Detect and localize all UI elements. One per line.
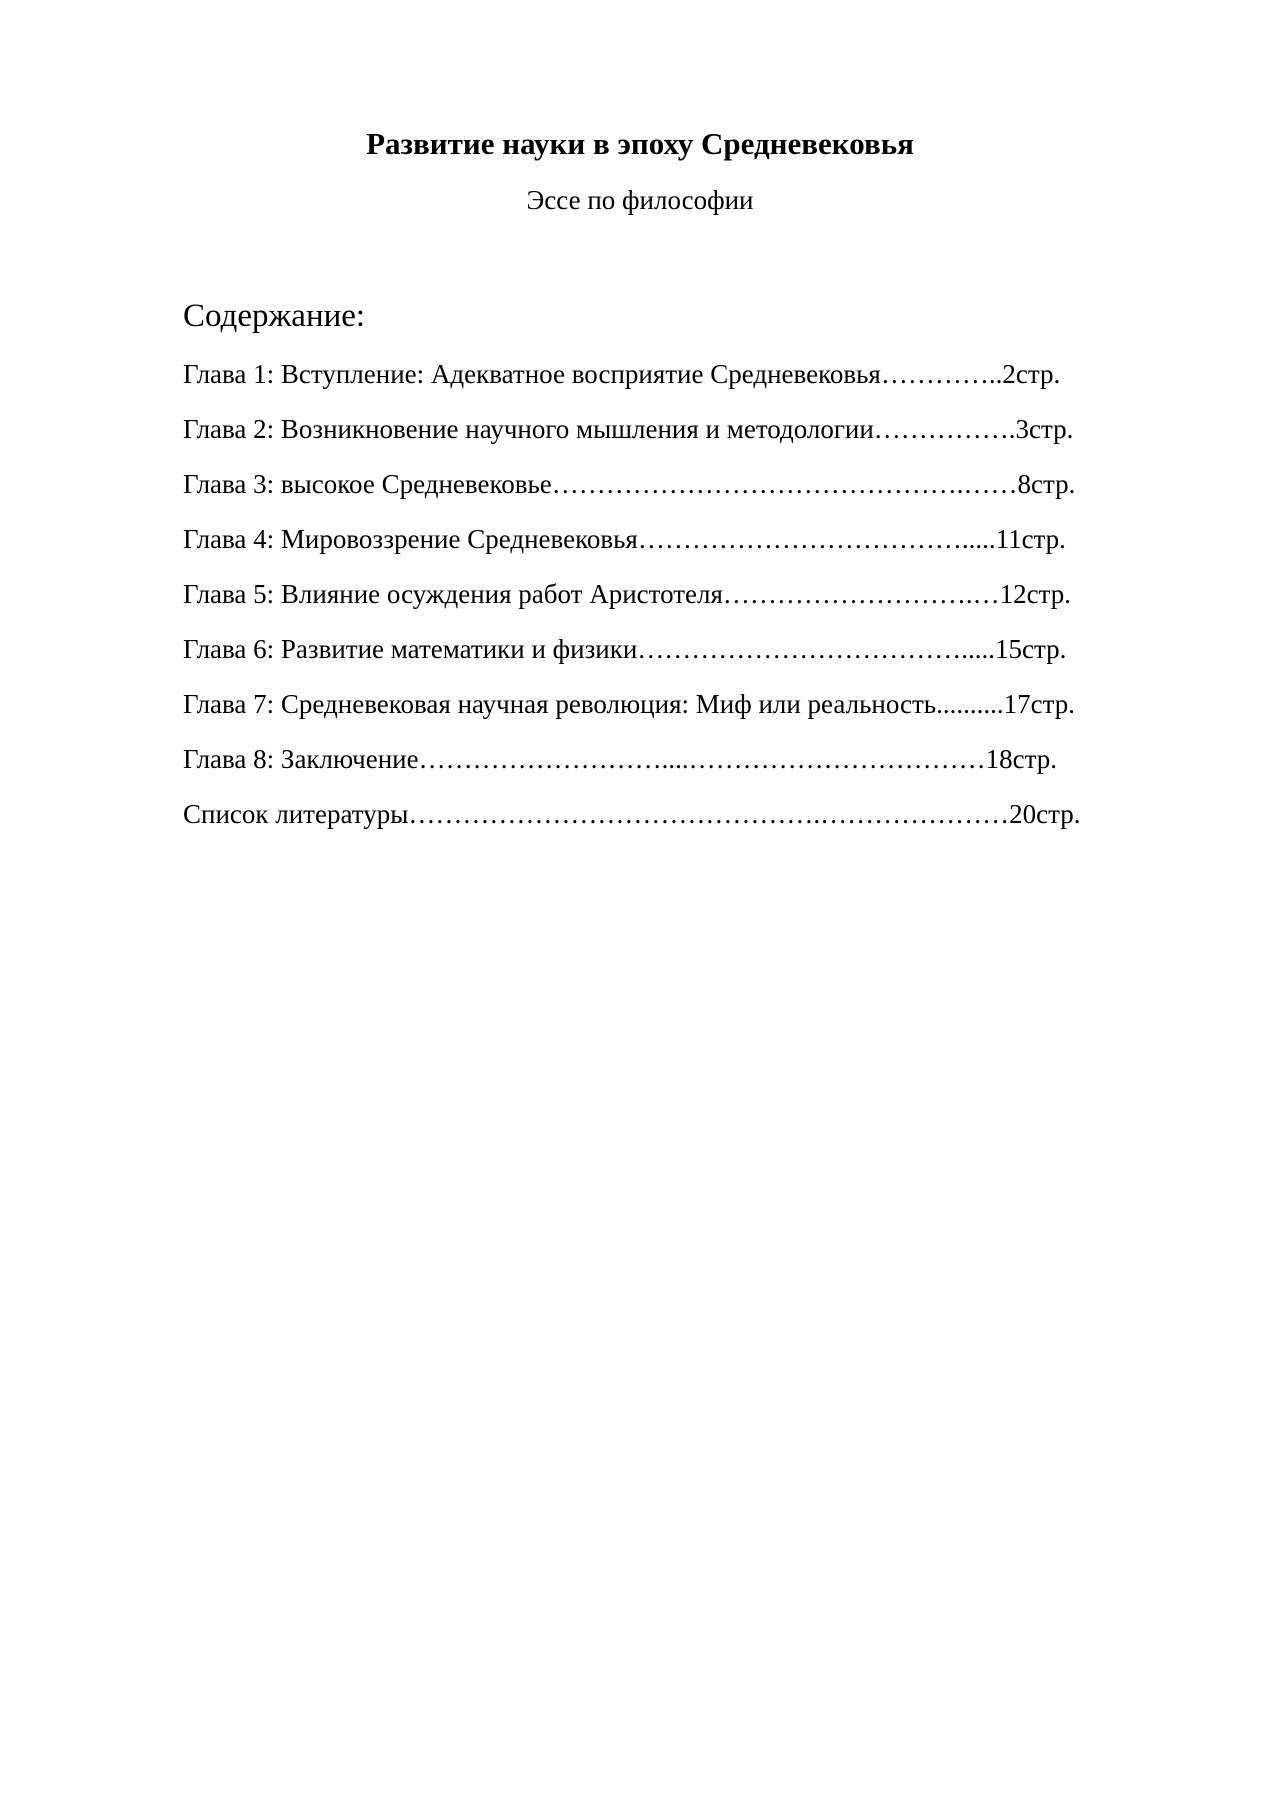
toc-entry-chapter-5: Глава 5: Влияние осуждения работ Аристотеля……………………….…12стр. — [183, 579, 1072, 609]
toc-heading: Содержание: — [183, 298, 366, 334]
table-of-contents — [183, 354, 1080, 849]
document-title: Развитие науки в эпоху Средневековья — [366, 126, 914, 161]
toc-entry-bibliography: Список литературы……………………………………….…………………20стр. — [183, 799, 1081, 829]
toc-entry-chapter-4: Глава 4: Мировоззрение Средневековья……………………………….....11стр. — [183, 524, 1066, 554]
toc-entry-chapter-2: Глава 2: Возникновение научного мышления и методологии…………….3стр. — [183, 414, 1074, 444]
document-subtitle: Эссе по философии — [526, 185, 754, 215]
toc-entry-chapter-1: Глава 1: Вступление: Адекватное восприятие Средневековья…………..2стр. — [183, 359, 1061, 389]
toc-entry-chapter-7: Глава 7: Средневековая научная революция: Миф или реальность..........17стр. — [183, 689, 1075, 719]
toc-entry-chapter-3: Глава 3: высокое Средневековье……………………………………….……8стр. — [183, 469, 1076, 499]
toc-entry-chapter-8: Глава 8: Заключение………………………....……………………………18стр. — [183, 744, 1057, 774]
toc-entry-chapter-6: Глава 6: Развитие математики и физики……………………………….....15стр. — [183, 634, 1067, 664]
